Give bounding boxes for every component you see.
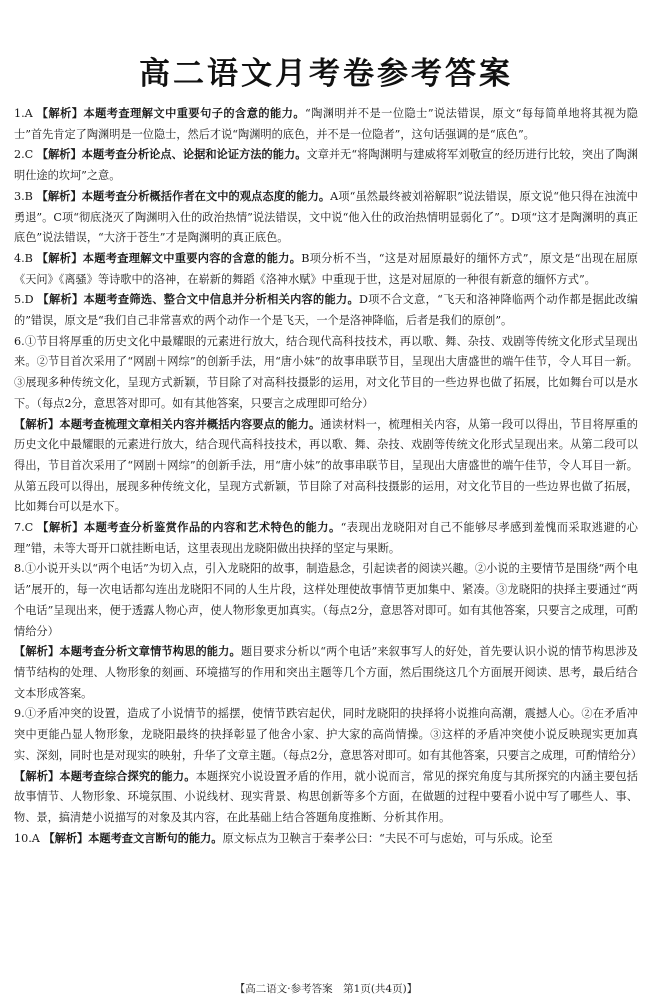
answer-item-1: 1.A 【解析】本题考查理解文中重要句子的含意的能力。“陶渊明并不是一位隐士”说法错误，原文“每每简单地将其视为隐士”首先肯定了陶渊明是一位隐士，然后才说“陶渊明的底色，并不是一位隐者”，这句话强调的是“底色”。 — [14, 107, 638, 141]
answer-item-9-analysis: 【解析】本题考查综合探究的能力。本题探究小说设置矛盾的作用，就小说而言，常见的探究角度与其所探究的内涵主要包括故事情节、人物形象、环境氛围、小说线材、现实背景、构思创新等多个方面，在做题的过程中要看小说中写了哪些人、事、物、景，搞清楚小说描写的对象及其内容，在此基础上结合答题角度推断、分析其作用。 — [14, 769, 638, 824]
answer-content — [14, 104, 643, 849]
answer-item-2: 2.C 【解析】本题考查分析论点、论据和论证方法的能力。文章并无“将陶渊明与建威将军刘敬宣的经历进行比较，突出了陶渊明仕途的坎坷”之意。 — [14, 148, 638, 183]
answer-item-8-analysis: 【解析】本题考查分析文章情节构思的能力。题目要求分析以“两个电话”来叙事写人的好处，首先要认识小说的情节构思涉及情节结构的处理、人物形象的刻画、环境描写的作用和突出主题等几个方面，然后围绕这几个方面展开阅读、思考，最后结合文本形成答案。 — [14, 645, 638, 700]
answer-item-6: 6.①节目将厚重的历史文化中最耀眼的元素进行放大，结合现代高科技技术，再以歌、舞、杂技、戏剧等传统文化形式呈现出来。②节目首次采用了“网剧＋网综”的创新手法，用“唐小妹”的故事串联节目，呈现出大唐盛世的端午佳节，令人耳目一新。③展现多种传统文化，呈现方式新颖，节目除了对高科技摄影的运用，对文化节目的一些边界也做了拓展，比如舞台可以是水下。（每点2分，意思答对即可。如有其他答案，只要言之成理即可给分） — [14, 334, 638, 410]
answer-item-8: 8.①小说开头以“两个电话”为切入点，引入龙晓阳的故事，制造悬念，引起读者的阅读兴趣。②小说的主要情节是围绕“两个电话”展开的，每一次电话都勾连出龙晓阳不同的人生片段，这样处理使故事情节更加集中、紧凑。③龙晓阳的抉择主要通过“两个电话”呈现出来，便于透露人物心声，使人物形象更加真实。（每点2分，意思答对即可。如有其他答案，只要言之成理，可酌情给分） — [14, 562, 638, 638]
page-footer: 【高二语文·参考答案 第1页(共4页)】 — [234, 983, 418, 995]
answer-item-4: 4.B 【解析】本题考查理解文中重要内容的含意的能力。B项分析不当，“这是对屈原最好的缅怀方式”，原文是“出现在屈原《天问》《离骚》等诗歌中的洛神，在崭新的舞蹈《洛神水赋》中重现于世，这是对屈原的一种很有新意的缅怀方式”。 — [14, 251, 638, 286]
answer-item-7: 7.C 【解析】本题考查分析鉴赏作品的内容和艺术特色的能力。“表现出龙晓阳对自己不能够尽孝感到羞愧而采取逃避的心理”错，未等大哥开口就挂断电话，这里表现出龙晓阳做出抉择的坚定与果断。 — [14, 521, 638, 555]
answer-item-5: 5.D 【解析】本题考查筛选、整合文中信息并分析相关内容的能力。D项不合文意，“飞天和洛神降临两个动作都是据此改编的”错误，原文是“我们自己非常喜欢的两个动作一个是飞天，一个是洛神降临，后者是我们的原创”。 — [14, 293, 638, 328]
answer-item-6-analysis: 【解析】本题考查梳理文章相关内容并概括内容要点的能力。通读材料一，梳理相关内容，从第一段可以得出，节目将厚重的历史文化中最耀眼的元素进行放大，结合现代高科技技术，再以歌、舞、杂技、戏剧等传统文化形式呈现出来。从第二段可以得出，节目首次采用了“网剧＋网综”的创新手法，用“唐小妹”的故事串联节目，呈现出大唐盛世的端午佳节，令人耳目一新。从第五段可以得出，展现多种传统文化，呈现方式新颖，节目除了对高科技摄影的运用，对文化节目的一些边界也做了拓展，比如舞台可以是水下。 — [14, 417, 638, 514]
answer-item-10: 10.A 【解析】本题考查文言断句的能力。原文标点为卫鞅言于秦孝公曰：“夫民不可与虑始，可与乐成。论至 — [14, 831, 553, 845]
page-title: 高二语文月考卷参考答案 — [139, 56, 513, 92]
answer-item-9: 9.①矛盾冲突的设置，造成了小说情节的摇摆，使情节跌宕起伏，同时龙晓阳的抉择将小说推向高潮，震撼人心。②在矛盾冲突中更能凸显人物形象，龙晓阳最终的抉择彰显了他舍小家、护大家的高尚情操。③这样的矛盾冲突使小说反映现实更加真实、深刻，同时也是对现实的映射，升华了文章主题。（每点2分，意思答对即可。如有其他答案，只要言之成理，可酌情给分） — [14, 707, 643, 762]
answer-item-3: 3.B 【解析】本题考查分析概括作者在文中的观点态度的能力。A项“虽然最终被刘裕解职”说法错误，原文说“他只得在浊流中勇退”。C项“彻底浇灭了陶渊明入仕的政治热情”说法错误，文中说“他入仕的政治热情明显弱化了”。D项“这才是陶渊明的真正底色”说法错误，“大济于苍生”才是陶渊明的真正底色。 — [14, 189, 638, 245]
